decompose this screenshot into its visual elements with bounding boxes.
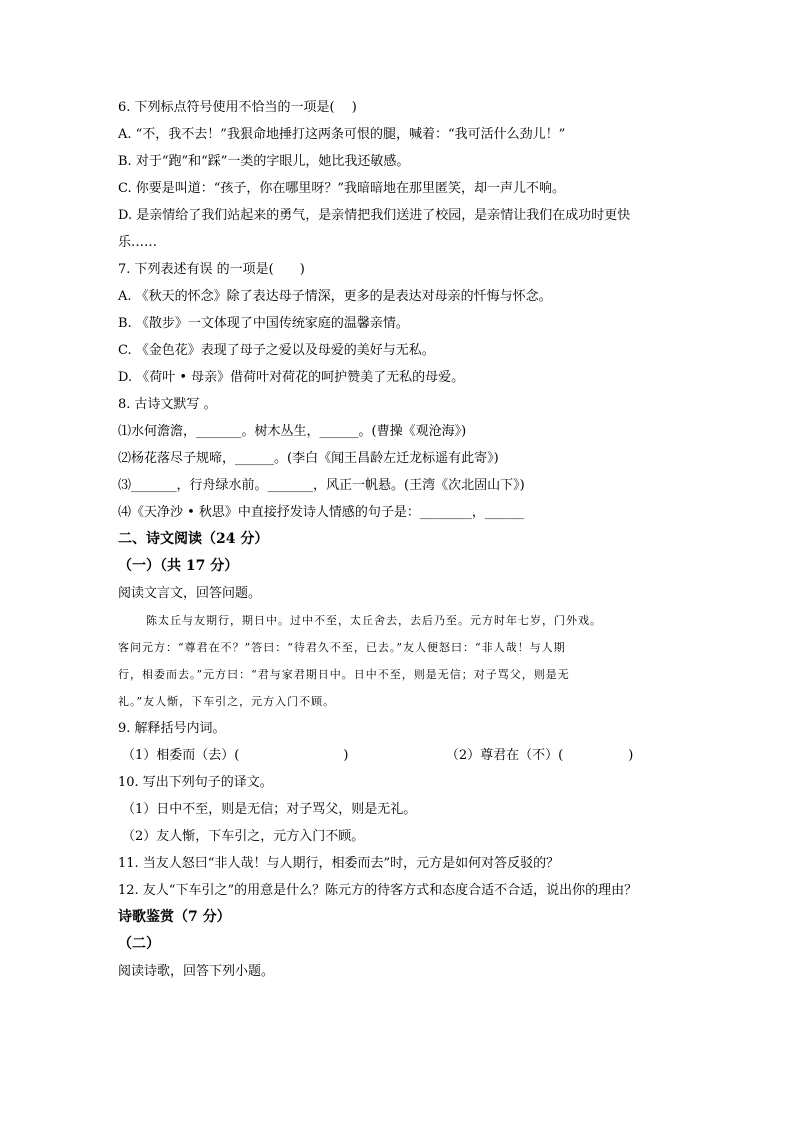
question-10-item-2: （2）友人惭，下车引之，元方入门不顾。 [122,829,365,844]
question-8-item-1: ⑴水何澹澹，_______。树木丛生，______。(曹操《观沧海》) [118,424,467,439]
question-7-option-c: C. 《金色花》表现了母子之爱以及母爱的美好与无私。 [118,343,435,358]
reading-instruction: 阅读文言文，回答问题。 [118,586,262,601]
question-9-stem: 9. 解释括号内词。 [118,721,226,736]
classical-text-line-2: 客问元方：“尊君在不？”答曰：“待君久不至，已去。”友人便怒曰：“非人哉！与人期 [118,641,566,654]
poetry-instruction: 阅读诗歌，回答下列小题。 [118,964,275,979]
subsection-2-heading: （二） [118,936,160,952]
poetry-section-heading: 诗歌鉴赏（7 分） [118,909,231,925]
question-9-items: （1）相委而（去）( ) （2）尊君在（不）( ) [122,748,634,763]
question-7-option-d: D. 《荷叶 • 母亲》借荷叶对荷花的呵护赞美了无私的母爱。 [118,370,465,385]
classical-text-line-1: 陈太丘与友期行，期日中。过中不至，太丘舍去，去后乃至。元方时年七岁，门外戏。 [146,614,602,627]
question-7-stem: 7. 下列表述有误 的一项是( ) [118,262,305,277]
question-7-option-b: B. 《散步》一文体现了中国传统家庭的温馨亲情。 [118,316,409,331]
question-8-item-3: ⑶_______，行舟绿水前。_______，风正一帆悬。(王湾《次北固山下》) [118,478,525,493]
question-10-stem: 10. 写出下列句子的译文。 [118,775,273,790]
question-6-option-a: A. “不，我不去！”我狠命地捶打这两条可恨的腿，喊着：“我可活什么劲儿！” [118,127,566,142]
question-6-option-d-cont: 乐…… [118,235,158,250]
section-2-heading: 二、诗文阅读（24 分） [118,531,269,547]
question-6-option-b: B. 对于“跑”和“踩”一类的字眼儿，她比我还敏感。 [118,154,410,169]
classical-text-line-3: 行，相委而去。”元方曰：“君与家君期日中。日中不至，则是无信；对子骂父，则是无 [118,668,570,681]
question-6-stem: 6. 下列标点符号使用不恰当的一项是( ) [118,100,357,115]
question-8-item-4: ⑷《天净沙 • 秋思》中直接抒发诗人情感的句子是：________，______ [118,505,524,520]
question-6-option-d: D. 是亲情给了我们站起来的勇气，是亲情把我们送进了校园，是亲情让我们在成功时更快 [118,208,631,223]
exam-page [118,94,678,985]
question-7-option-a: A. 《秋天的怀念》除了表达母子情深，更多的是表达对母亲的忏悔与怀念。 [118,289,552,304]
subsection-1-heading: （一）（共 17 分） [118,558,239,574]
question-10-item-1: （1）日中不至，则是无信；对子骂父，则是无礼。 [122,802,417,817]
question-8-item-2: ⑵杨花落尽子规啼，______。(李白《闻王昌龄左迁龙标遥有此寄》) [118,451,499,466]
question-8-stem: 8. 古诗文默写 。 [118,397,217,412]
classical-text-line-4: 礼。”友人惭，下车引之，元方入门不顾。 [118,695,336,708]
question-11: 11. 当友人怒曰“非人哉！与人期行，相委而去”时，元方是如何对答反驳的？ [118,856,560,871]
question-6-option-c: C. 你要是叫道：“孩子，你在哪里呀？”我暗暗地在那里匿笑，却一声儿不响。 [118,181,566,196]
question-12: 12. 友人“下车引之”的用意是什么？陈元方的待客方式和态度合适不合适，说出你的理由？ [118,883,638,898]
